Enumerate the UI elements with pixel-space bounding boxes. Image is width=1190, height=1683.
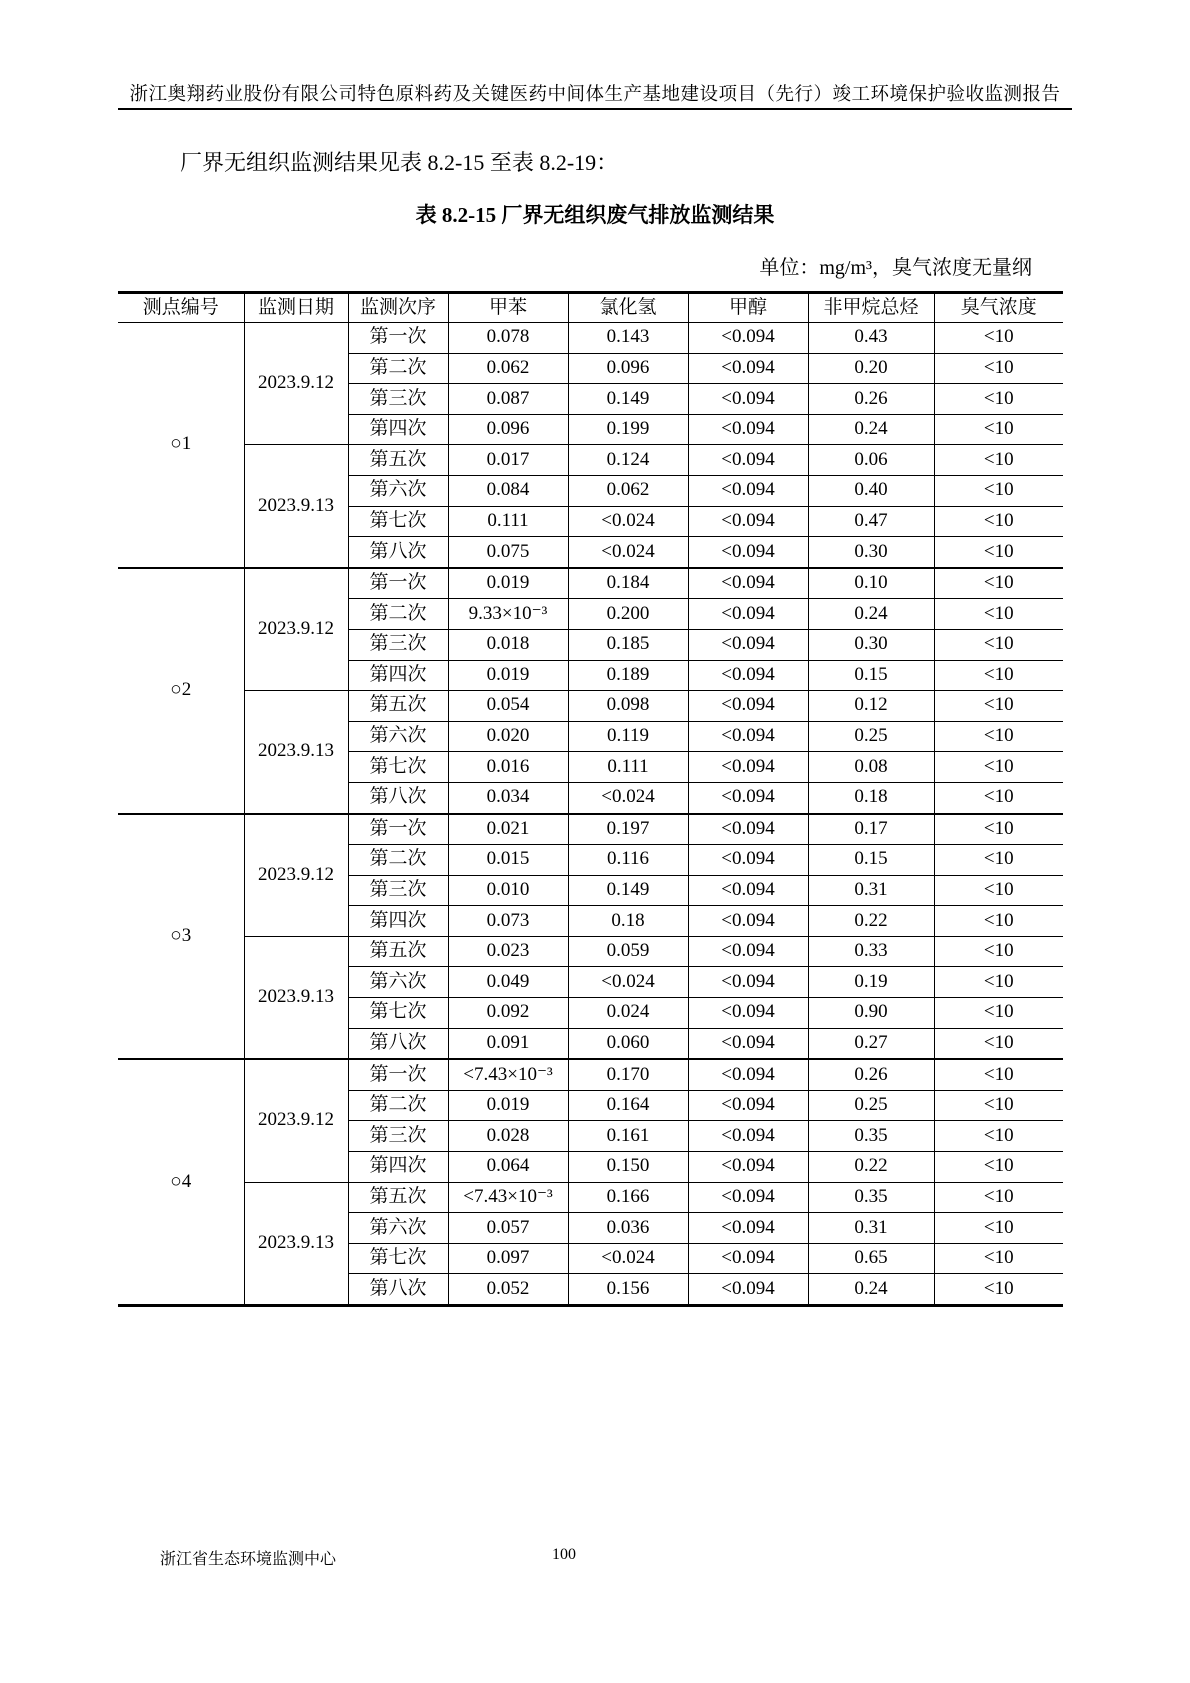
- value-cell: 0.017: [448, 445, 568, 476]
- sequence-cell: 第七次: [348, 998, 448, 1029]
- value-cell: 0.143: [568, 323, 688, 354]
- value-cell: <10: [934, 629, 1063, 660]
- value-cell: 0.098: [568, 691, 688, 722]
- value-cell: <0.094: [688, 1152, 808, 1183]
- value-cell: <0.094: [688, 875, 808, 906]
- value-cell: 0.075: [448, 537, 568, 568]
- value-cell: 0.18: [808, 782, 934, 813]
- value-cell: 0.200: [568, 599, 688, 630]
- value-cell: 0.31: [808, 1213, 934, 1244]
- value-cell: <0.094: [688, 384, 808, 415]
- sequence-cell: 第八次: [348, 537, 448, 568]
- value-cell: 0.084: [448, 475, 568, 506]
- value-cell: 0.036: [568, 1213, 688, 1244]
- value-cell: 0.156: [568, 1274, 688, 1306]
- value-cell: <10: [934, 721, 1063, 752]
- value-cell: <10: [934, 1090, 1063, 1121]
- table-header-row: [118, 293, 1063, 323]
- value-cell: 0.028: [448, 1121, 568, 1152]
- value-cell: 0.010: [448, 875, 568, 906]
- value-cell: <10: [934, 537, 1063, 568]
- value-cell: 0.111: [568, 752, 688, 783]
- value-cell: <0.094: [688, 629, 808, 660]
- value-cell: 0.018: [448, 629, 568, 660]
- value-cell: <0.094: [688, 1121, 808, 1152]
- sequence-cell: 第八次: [348, 1028, 448, 1059]
- value-cell: 0.021: [448, 814, 568, 845]
- value-cell: 0.24: [808, 1274, 934, 1306]
- value-cell: 0.185: [568, 629, 688, 660]
- value-cell: <0.094: [688, 1243, 808, 1274]
- value-cell: 0.052: [448, 1274, 568, 1306]
- unit-note: 单位：mg/m³，臭气浓度无量纲: [759, 257, 1032, 279]
- column-header-sequence: 监测次序: [348, 293, 448, 323]
- point-id-cell: ○4: [118, 1059, 244, 1305]
- value-cell: 0.019: [448, 1090, 568, 1121]
- value-cell: <0.094: [688, 1213, 808, 1244]
- value-cell: 0.097: [448, 1243, 568, 1274]
- value-cell: <0.094: [688, 691, 808, 722]
- value-cell: <0.094: [688, 537, 808, 568]
- page-number: 100: [552, 1546, 576, 1563]
- value-cell: <10: [934, 445, 1063, 476]
- value-cell: 0.111: [448, 506, 568, 537]
- sequence-cell: 第七次: [348, 1243, 448, 1274]
- table-row: [118, 1182, 1063, 1213]
- value-cell: <0.094: [688, 1090, 808, 1121]
- value-cell: 0.062: [568, 475, 688, 506]
- sequence-cell: 第六次: [348, 967, 448, 998]
- value-cell: 0.060: [568, 1028, 688, 1059]
- value-cell: <10: [934, 1028, 1063, 1059]
- value-cell: 0.33: [808, 936, 934, 967]
- value-cell: 0.199: [568, 414, 688, 445]
- value-cell: <0.094: [688, 967, 808, 998]
- value-cell: <10: [934, 875, 1063, 906]
- value-cell: <10: [934, 1274, 1063, 1306]
- table-row: [118, 323, 1063, 354]
- value-cell: <10: [934, 967, 1063, 998]
- value-cell: 0.30: [808, 629, 934, 660]
- sequence-cell: 第六次: [348, 475, 448, 506]
- table-row: [118, 936, 1063, 967]
- sequence-cell: 第五次: [348, 936, 448, 967]
- value-cell: 0.40: [808, 475, 934, 506]
- value-cell: 0.034: [448, 782, 568, 813]
- date-cell: 2023.9.12: [244, 814, 348, 937]
- value-cell: 0.12: [808, 691, 934, 722]
- value-cell: <0.094: [688, 1274, 808, 1306]
- value-cell: 0.15: [808, 660, 934, 691]
- value-cell: 0.019: [448, 660, 568, 691]
- value-cell: <0.024: [568, 1243, 688, 1274]
- value-cell: 0.15: [808, 845, 934, 876]
- value-cell: 0.10: [808, 568, 934, 599]
- column-header-toluene: 甲苯: [448, 293, 568, 323]
- sequence-cell: 第五次: [348, 691, 448, 722]
- value-cell: 0.26: [808, 384, 934, 415]
- value-cell: 0.22: [808, 1152, 934, 1183]
- sequence-cell: 第七次: [348, 752, 448, 783]
- table-row: [118, 814, 1063, 845]
- value-cell: 0.057: [448, 1213, 568, 1244]
- value-cell: 0.35: [808, 1121, 934, 1152]
- column-header-nmhc: 非甲烷总烃: [808, 293, 934, 323]
- sequence-cell: 第一次: [348, 323, 448, 354]
- value-cell: 0.06: [808, 445, 934, 476]
- sequence-cell: 第四次: [348, 660, 448, 691]
- value-cell: <10: [934, 1243, 1063, 1274]
- footer-organization: 浙江省生态环境监测中心: [160, 1551, 337, 1568]
- date-cell: 2023.9.13: [244, 1182, 348, 1305]
- value-cell: 0.17: [808, 814, 934, 845]
- value-cell: <10: [934, 814, 1063, 845]
- value-cell: <10: [934, 691, 1063, 722]
- value-cell: <0.024: [568, 782, 688, 813]
- value-cell: 0.47: [808, 506, 934, 537]
- column-header-odor: 臭气浓度: [934, 293, 1063, 323]
- value-cell: <10: [934, 998, 1063, 1029]
- value-cell: 0.24: [808, 414, 934, 445]
- column-header-hydrogen-chloride: 氯化氢: [568, 293, 688, 323]
- value-cell: 0.27: [808, 1028, 934, 1059]
- value-cell: <10: [934, 1121, 1063, 1152]
- value-cell: 0.166: [568, 1182, 688, 1213]
- value-cell: 0.184: [568, 568, 688, 599]
- value-cell: <10: [934, 1182, 1063, 1213]
- value-cell: 0.149: [568, 875, 688, 906]
- sequence-cell: 第二次: [348, 599, 448, 630]
- value-cell: <0.094: [688, 814, 808, 845]
- value-cell: <10: [934, 1213, 1063, 1244]
- value-cell: <10: [934, 906, 1063, 937]
- value-cell: 0.073: [448, 906, 568, 937]
- value-cell: 0.24: [808, 599, 934, 630]
- value-cell: <10: [934, 845, 1063, 876]
- value-cell: 0.087: [448, 384, 568, 415]
- sequence-cell: 第二次: [348, 845, 448, 876]
- table-row: [118, 445, 1063, 476]
- column-header-point: 测点编号: [118, 293, 244, 323]
- value-cell: <0.094: [688, 782, 808, 813]
- value-cell: 0.25: [808, 1090, 934, 1121]
- column-header-methanol: 甲醇: [688, 293, 808, 323]
- sequence-cell: 第八次: [348, 1274, 448, 1306]
- value-cell: 0.65: [808, 1243, 934, 1274]
- value-cell: <0.094: [688, 998, 808, 1029]
- date-cell: 2023.9.12: [244, 323, 348, 445]
- value-cell: <10: [934, 660, 1063, 691]
- sequence-cell: 第一次: [348, 814, 448, 845]
- value-cell: <0.094: [688, 1182, 808, 1213]
- report-header: 浙江奥翔药业股份有限公司特色原料药及关键医药中间体生产基地建设项目（先行）竣工环境保护验收监测报告: [129, 85, 1061, 105]
- value-cell: 0.18: [568, 906, 688, 937]
- value-cell: <0.094: [688, 660, 808, 691]
- date-cell: 2023.9.13: [244, 445, 348, 568]
- value-cell: <10: [934, 384, 1063, 415]
- header-divider: [118, 108, 1072, 110]
- value-cell: <0.094: [688, 414, 808, 445]
- sequence-cell: 第六次: [348, 721, 448, 752]
- value-cell: 0.119: [568, 721, 688, 752]
- value-cell: 0.019: [448, 568, 568, 599]
- sequence-cell: 第七次: [348, 506, 448, 537]
- monitoring-table: [118, 291, 1063, 1307]
- sequence-cell: 第三次: [348, 1121, 448, 1152]
- value-cell: <10: [934, 414, 1063, 445]
- value-cell: 0.015: [448, 845, 568, 876]
- value-cell: 0.35: [808, 1182, 934, 1213]
- monitoring-table-body: [118, 323, 1063, 1306]
- sequence-cell: 第三次: [348, 629, 448, 660]
- intro-paragraph: 厂界无组织监测结果见表 8.2-15 至表 8.2-19：: [180, 150, 619, 175]
- value-cell: 0.049: [448, 967, 568, 998]
- sequence-cell: 第一次: [348, 1059, 448, 1090]
- value-cell: 0.164: [568, 1090, 688, 1121]
- sequence-cell: 第二次: [348, 353, 448, 384]
- value-cell: <10: [934, 599, 1063, 630]
- value-cell: 0.197: [568, 814, 688, 845]
- value-cell: <0.094: [688, 845, 808, 876]
- value-cell: 0.20: [808, 353, 934, 384]
- value-cell: 0.170: [568, 1059, 688, 1090]
- sequence-cell: 第二次: [348, 1090, 448, 1121]
- value-cell: <0.094: [688, 721, 808, 752]
- value-cell: <0.094: [688, 599, 808, 630]
- value-cell: 0.062: [448, 353, 568, 384]
- value-cell: <0.094: [688, 445, 808, 476]
- value-cell: <10: [934, 782, 1063, 813]
- value-cell: <0.094: [688, 353, 808, 384]
- value-cell: 0.054: [448, 691, 568, 722]
- value-cell: 0.43: [808, 323, 934, 354]
- value-cell: <0.094: [688, 936, 808, 967]
- value-cell: 0.161: [568, 1121, 688, 1152]
- value-cell: <10: [934, 568, 1063, 599]
- value-cell: 0.189: [568, 660, 688, 691]
- sequence-cell: 第三次: [348, 875, 448, 906]
- value-cell: <0.094: [688, 323, 808, 354]
- value-cell: 0.25: [808, 721, 934, 752]
- column-header-date: 监测日期: [244, 293, 348, 323]
- value-cell: 0.096: [568, 353, 688, 384]
- value-cell: 0.31: [808, 875, 934, 906]
- value-cell: 0.150: [568, 1152, 688, 1183]
- value-cell: 0.023: [448, 936, 568, 967]
- value-cell: <0.094: [688, 475, 808, 506]
- value-cell: <10: [934, 936, 1063, 967]
- value-cell: <10: [934, 1152, 1063, 1183]
- date-cell: 2023.9.12: [244, 568, 348, 691]
- value-cell: <10: [934, 506, 1063, 537]
- value-cell: 0.059: [568, 936, 688, 967]
- value-cell: <0.024: [568, 967, 688, 998]
- value-cell: <10: [934, 323, 1063, 354]
- value-cell: <0.024: [568, 506, 688, 537]
- value-cell: <7.43×10⁻³: [448, 1059, 568, 1090]
- date-cell: 2023.9.13: [244, 936, 348, 1059]
- value-cell: <0.094: [688, 1059, 808, 1090]
- sequence-cell: 第八次: [348, 782, 448, 813]
- value-cell: 0.024: [568, 998, 688, 1029]
- value-cell: <0.094: [688, 506, 808, 537]
- point-id-cell: ○1: [118, 323, 244, 568]
- value-cell: <0.094: [688, 752, 808, 783]
- sequence-cell: 第四次: [348, 414, 448, 445]
- value-cell: 0.30: [808, 537, 934, 568]
- value-cell: 0.096: [448, 414, 568, 445]
- sequence-cell: 第五次: [348, 445, 448, 476]
- value-cell: 9.33×10⁻³: [448, 599, 568, 630]
- sequence-cell: 第六次: [348, 1213, 448, 1244]
- value-cell: <0.024: [568, 537, 688, 568]
- sequence-cell: 第三次: [348, 384, 448, 415]
- table-title: 表 8.2-15 厂界无组织废气排放监测结果: [415, 203, 775, 227]
- value-cell: 0.092: [448, 998, 568, 1029]
- value-cell: 0.19: [808, 967, 934, 998]
- value-cell: 0.116: [568, 845, 688, 876]
- value-cell: 0.149: [568, 384, 688, 415]
- value-cell: <7.43×10⁻³: [448, 1182, 568, 1213]
- value-cell: 0.020: [448, 721, 568, 752]
- value-cell: 0.124: [568, 445, 688, 476]
- value-cell: <0.094: [688, 906, 808, 937]
- value-cell: 0.091: [448, 1028, 568, 1059]
- value-cell: <10: [934, 752, 1063, 783]
- table-row: [118, 1059, 1063, 1090]
- value-cell: <0.094: [688, 568, 808, 599]
- sequence-cell: 第一次: [348, 568, 448, 599]
- value-cell: <10: [934, 1059, 1063, 1090]
- table-row: [118, 691, 1063, 722]
- value-cell: 0.064: [448, 1152, 568, 1183]
- sequence-cell: 第四次: [348, 906, 448, 937]
- date-cell: 2023.9.12: [244, 1059, 348, 1182]
- table-row: [118, 568, 1063, 599]
- value-cell: 0.26: [808, 1059, 934, 1090]
- value-cell: <10: [934, 353, 1063, 384]
- value-cell: 0.08: [808, 752, 934, 783]
- value-cell: 0.078: [448, 323, 568, 354]
- point-id-cell: ○3: [118, 814, 244, 1060]
- value-cell: 0.90: [808, 998, 934, 1029]
- sequence-cell: 第五次: [348, 1182, 448, 1213]
- date-cell: 2023.9.13: [244, 691, 348, 814]
- value-cell: 0.22: [808, 906, 934, 937]
- point-id-cell: ○2: [118, 568, 244, 814]
- value-cell: <0.094: [688, 1028, 808, 1059]
- value-cell: <10: [934, 475, 1063, 506]
- value-cell: 0.016: [448, 752, 568, 783]
- sequence-cell: 第四次: [348, 1152, 448, 1183]
